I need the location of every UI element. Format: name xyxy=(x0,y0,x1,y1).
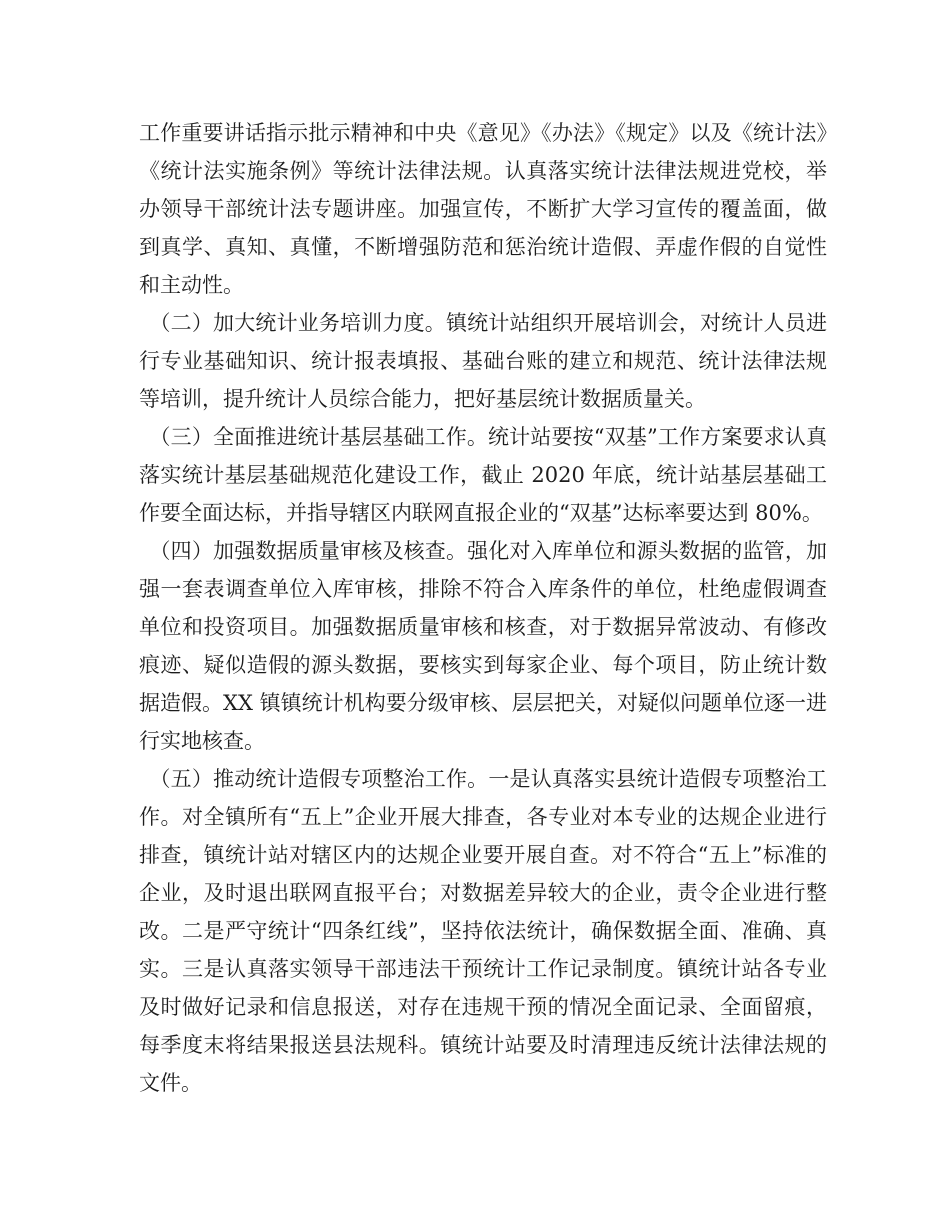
document-body xyxy=(139,114,827,1102)
paragraph-section-4: （四）加强数据质量审核及核查。强化对入库单位和源头数据的监管，加强一套表调查单位入库审核，排除不符合入库条件的单位，杜绝虚假调查单位和投资项目。加强数据质量审核和核查，对于数据异常波动、有修改痕迹、疑似造假的源头数据，要核实到每家企业、每个项目，防止统计数据造假。XX 镇镇统计机构要分级审核、层层把关，对疑似问题单位逐一进行实地核查。 xyxy=(139,539,827,753)
paragraph-section-5: （五）推动统计造假专项整治工作。一是认真落实县统计造假专项整治工作。对全镇所有“五上”企业开展大排查，各专业对本专业的达规企业进行排查，镇统计站对辖区内的达规企业要开展自查。对不符合“五上”标准的企业，及时退出联网直报平台；对数据差异较大的企业，责令企业进行整改。二是严守统计“四条红线”，坚持依法统计，确保数据全面、准确、真实。三是认真落实领导干部违法干预统计工作记录制度。镇统计站各专业及时做好记录和信息报送，对存在违规干预的情况全面记录、全面留痕，每季度末将结果报送县法规科。镇统计站要及时清理违反统计法律法规的文件。 xyxy=(139,767,827,1095)
paragraph-section-2: （二）加大统计业务培训力度。镇统计站组织开展培训会，对统计人员进行专业基础知识、统计报表填报、基础台账的建立和规范、统计法律法规等培训，提升统计人员综合能力，把好基层统计数据质量关。 xyxy=(139,311,827,411)
paragraph-intro-continued: 工作重要讲话指示批示精神和中央《意见》《办法》《规定》以及《统计法》《统计法实施条例》等统计法律法规。认真落实统计法律法规进党校，举办领导干部统计法专题讲座。加强宣传，不断扩大学习宣传的覆盖面，做到真学、真知、真懂，不断增强防范和惩治统计造假、弄虚作假的自觉性和主动性。 xyxy=(139,121,827,297)
paragraph-section-3: （三）全面推进统计基层基础工作。统计站要按“双基”工作方案要求认真落实统计基层基础规范化建设工作，截止 2020 年底，统计站基层基础工作要全面达标，并指导辖区内联网直报企业的“双基”达标率要达到 80%。 xyxy=(139,425,827,525)
